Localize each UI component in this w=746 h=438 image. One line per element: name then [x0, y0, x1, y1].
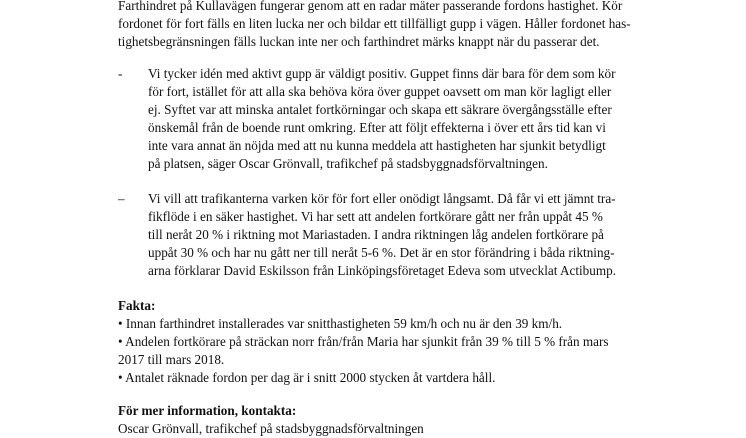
quote-david-eskilsson	[118, 190, 738, 280]
text-line: fikflöde i en säker hastighet. Vi har sett att andelen fortkörare gått ner från uppåt 45 %	[148, 209, 603, 224]
fakta-bullet: • Andelen fortkörare på sträckan norr från/från Maria har sjunkit från 39 % till 5 % från mars	[118, 334, 609, 349]
fakta-bullet: • Innan farthindret installerades var snitthastigheten 59 km/h och nu är den 39 km/h.	[118, 316, 563, 331]
press-release-document	[118, 0, 738, 438]
contact-section	[118, 402, 738, 438]
fakta-section	[118, 297, 738, 387]
fakta-heading: Fakta:	[118, 298, 156, 313]
text-line: önskemål från de boende runt omkring. Efter att följt effekterna i över ett års tid kan vi	[148, 120, 606, 135]
quote-dash: –	[118, 191, 125, 206]
text-line: uppåt 30 % och har nu gått ner till neråt 5-6 %. Det är en stor förändring i båda riktning-	[148, 245, 615, 260]
text-line: Vi tycker idén med aktivt gupp är väldigt positiv. Guppet finns där bara för dem som kör	[148, 66, 616, 81]
text-line: på platsen, säger Oscar Grönvall, trafikchef på stadsbyggnadsförvaltningen.	[148, 156, 548, 171]
quote-dash: -	[118, 66, 123, 81]
fakta-bullet: • Antalet räknade fordon per dag är i snitt 2000 stycken åt vartdera håll.	[118, 370, 496, 385]
text-line: Vi vill att trafikanterna varken kör för fort eller onödigt långsamt. Då får vi ett jämnt tra-	[148, 191, 616, 206]
text-line: ej. Syftet var att minska antalet fortkörningar och skapa ett säkrare övergångsställe efter	[148, 102, 612, 117]
contact-heading: För mer information, kontakta:	[118, 403, 297, 418]
fakta-bullet-continuation: 2017 till mars 2018.	[118, 352, 225, 367]
text-line: tighetsbegränsningen fälls luckan inte ner och farthindret märks knappt när du passerar det.	[118, 34, 600, 49]
text-line: inte vara annat än nöjda med att nu kunna meddela att hastigheten har sjunkit betydligt	[148, 138, 606, 153]
text-line: för fort, istället för att alla ska behöva köra över guppet oavsett om man kör lagligt eller	[148, 84, 612, 99]
text-line: till neråt 20 % i riktning mot Mariastaden. I andra riktningen låg andelen fortkörare på	[148, 227, 604, 242]
text-line: arna förklarar David Eskilsson från Linköpingsföretaget Edeva som utvecklat Actibump.	[148, 263, 617, 278]
intro-paragraph	[118, 0, 738, 51]
quote-oscar-gronvall	[118, 65, 738, 173]
contact-person: Oscar Grönvall, trafikchef på stadsbyggnadsförvaltningen	[118, 421, 424, 436]
text-line: fordonet för fort fälls en liten lucka ner och bildar ett tillfälligt gupp i vägen. Håller fordonet has-	[118, 16, 631, 31]
text-line: Farthindret på Kullavägen fungerar genom att en radar mäter passerande fordons hastighet. Kör	[118, 0, 623, 13]
